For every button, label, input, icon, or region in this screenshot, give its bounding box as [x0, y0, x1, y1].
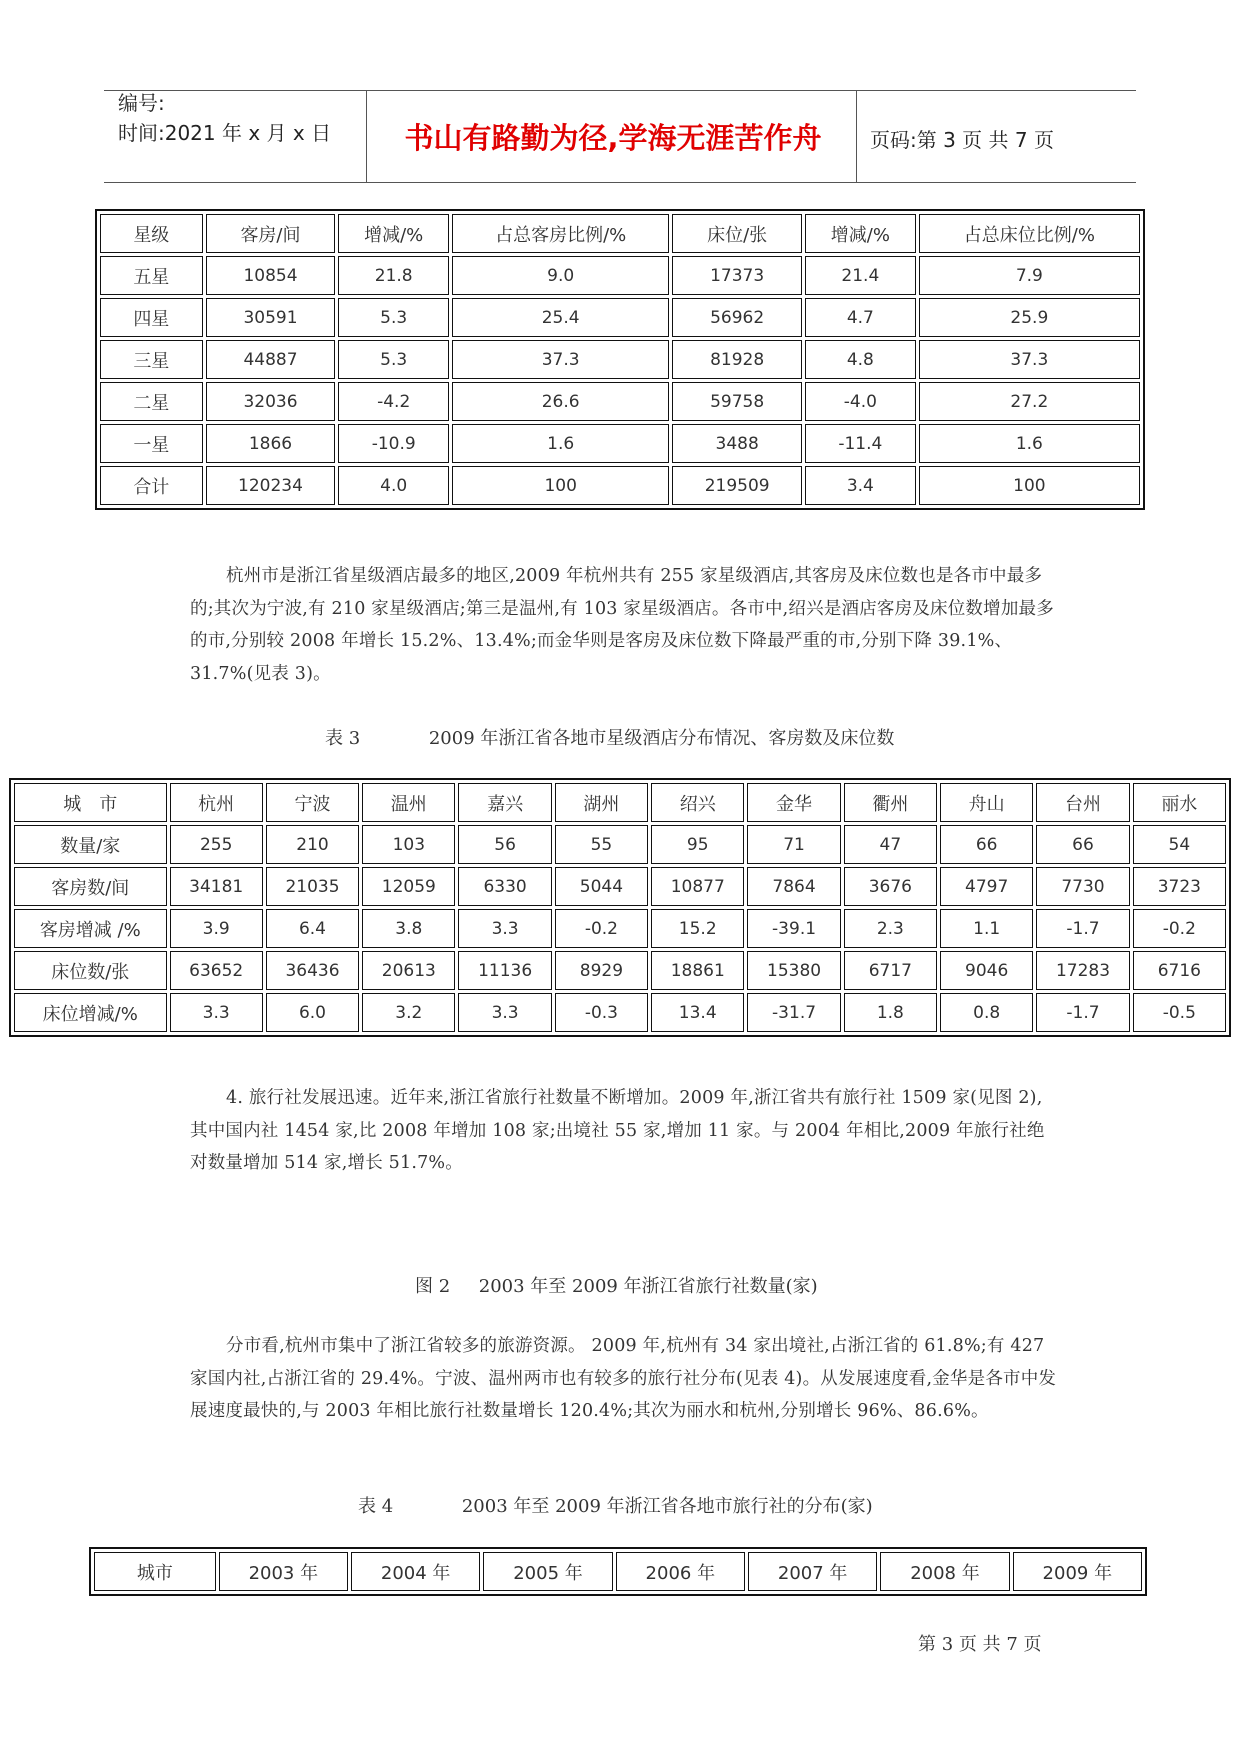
data-cell: 3.3 [458, 909, 551, 948]
header-meta [118, 88, 331, 148]
data-cell: -1.7 [1036, 909, 1129, 948]
data-cell: 66 [940, 825, 1033, 864]
data-cell: 21.4 [805, 256, 916, 295]
row-label-cell: 四星 [100, 298, 203, 337]
data-cell: 17373 [672, 256, 802, 295]
data-cell: 55 [555, 825, 648, 864]
header-number: 编号: [118, 91, 165, 115]
header-cell: 占总床位比例/% [919, 214, 1140, 253]
data-cell: 6330 [458, 867, 551, 906]
data-cell: 210 [266, 825, 359, 864]
data-cell: 95 [651, 825, 744, 864]
data-cell: 1.6 [919, 424, 1140, 463]
data-cell: 30591 [206, 298, 336, 337]
header-cell: 金华 [747, 783, 840, 822]
data-cell: 9046 [940, 951, 1033, 990]
data-cell: 66 [1036, 825, 1129, 864]
data-cell: 3.3 [170, 993, 263, 1032]
header-cell: 2003 年 [219, 1552, 348, 1591]
paragraph-travel-agencies: 4. 旅行社发展迅速。近年来,浙江省旅行社数量不断增加。2009 年,浙江省共有旅行社 1509 家(见图 2),其中国内社 1454 家,比 2008 年增加 108 家;出境社 55 家,增加 11 家。与 2004 年相比,2009 年旅行社绝对数量增加 514 家,增长 51.7%。 [190, 1088, 1045, 1173]
data-cell: 18861 [651, 951, 744, 990]
data-cell: 12059 [362, 867, 455, 906]
data-cell: 54 [1133, 825, 1226, 864]
data-cell: 34181 [170, 867, 263, 906]
table-row [14, 867, 1226, 906]
table-row [100, 256, 1140, 295]
header-cell: 增减/% [805, 214, 916, 253]
data-cell: -11.4 [805, 424, 916, 463]
table-row [100, 298, 1140, 337]
data-cell: 17283 [1036, 951, 1129, 990]
data-cell: 1.6 [452, 424, 669, 463]
header-cell: 丽水 [1133, 783, 1226, 822]
header-page-number: 页码:第 3 页 共 7 页 [870, 128, 1054, 152]
header-cell: 杭州 [170, 783, 263, 822]
header-cell: 2008 年 [880, 1552, 1009, 1591]
paragraph-city-agencies: 分市看,杭州市集中了浙江省较多的旅游资源。 2009 年,杭州有 34 家出境社,占浙江省的 61.8%;有 427 家国内社,占浙江省的 29.4%。宁波、温州两市也有较多的旅行社分布(见表 4)。从发展速度看,金华是各市中发展速度最快的,与 2003 年相比旅行社数量增长 120.4%;其次为丽水和杭州,分别增长 96%、86.6%。 [190, 1336, 1057, 1421]
data-cell: -0.2 [555, 909, 648, 948]
data-cell: -0.5 [1133, 993, 1226, 1032]
row-label-cell: 床位增减/% [14, 993, 167, 1032]
table4-caption: 表 4 2003 年至 2009 年浙江省各地市旅行社的分布(家) [358, 1496, 873, 1517]
table-row [14, 951, 1226, 990]
data-cell: 2.3 [844, 909, 937, 948]
header-cell: 绍兴 [651, 783, 744, 822]
data-cell: 11136 [458, 951, 551, 990]
header-cell: 嘉兴 [458, 783, 551, 822]
data-cell: 63652 [170, 951, 263, 990]
data-cell: 37.3 [452, 340, 669, 379]
data-cell: 3.8 [362, 909, 455, 948]
data-cell: 21035 [266, 867, 359, 906]
row-label-cell: 三星 [100, 340, 203, 379]
data-cell: 9.0 [452, 256, 669, 295]
data-cell: -0.2 [1133, 909, 1226, 948]
data-cell: -10.9 [338, 424, 449, 463]
data-cell: 7.9 [919, 256, 1140, 295]
data-cell: 0.8 [940, 993, 1033, 1032]
header-cell: 湖州 [555, 783, 648, 822]
data-cell: 5.3 [338, 340, 449, 379]
data-cell: 13.4 [651, 993, 744, 1032]
data-cell: -31.7 [747, 993, 840, 1032]
row-label-cell: 客房增减 /% [14, 909, 167, 948]
table-row [100, 340, 1140, 379]
data-cell: 3676 [844, 867, 937, 906]
data-cell: 6717 [844, 951, 937, 990]
data-cell: 219509 [672, 466, 802, 505]
table-row [14, 993, 1226, 1032]
data-cell: 56962 [672, 298, 802, 337]
header-cell: 2005 年 [483, 1552, 612, 1591]
data-cell: 4.0 [338, 466, 449, 505]
data-cell: 81928 [672, 340, 802, 379]
data-cell: 103 [362, 825, 455, 864]
header-cell: 城 市 [14, 783, 167, 822]
data-cell: 100 [452, 466, 669, 505]
header-cell: 衢州 [844, 783, 937, 822]
data-cell: 71 [747, 825, 840, 864]
data-cell: 3.2 [362, 993, 455, 1032]
table-header-row [100, 214, 1140, 253]
header-cell: 2006 年 [616, 1552, 745, 1591]
header-cell: 2009 年 [1013, 1552, 1142, 1591]
table-row [100, 424, 1140, 463]
header-cell: 占总客房比例/% [452, 214, 669, 253]
data-cell: 120234 [206, 466, 336, 505]
paragraph-hangzhou-hotels: 杭州市是浙江省星级酒店最多的地区,2009 年杭州共有 255 家星级酒店,其客房及床位数也是各市中最多的;其次为宁波,有 210 家星级酒店;第三是温州,有 103 家星级酒店。各市中,绍兴是酒店客房及床位数增加最多的市,分别较 2008 年增长 15.2%、13.4%;而金华则是客房及床位数下降最严重的市,分别下降 39.1%、31.7%(见表 3)。 [190, 566, 1054, 684]
agency-distribution-table [89, 1547, 1147, 1596]
header-cell: 增减/% [338, 214, 449, 253]
data-cell: -4.0 [805, 382, 916, 421]
table-header-row [94, 1552, 1142, 1591]
data-cell: 27.2 [919, 382, 1140, 421]
data-cell: 20613 [362, 951, 455, 990]
data-cell: 3.4 [805, 466, 916, 505]
data-cell: 7864 [747, 867, 840, 906]
data-cell: 7730 [1036, 867, 1129, 906]
data-cell: 25.4 [452, 298, 669, 337]
data-cell: -4.2 [338, 382, 449, 421]
figure2-caption: 图 2 2003 年至 2009 年浙江省旅行社数量(家) [415, 1276, 818, 1297]
page-footer: 第 3 页 共 7 页 [918, 1634, 1042, 1655]
data-cell: 1.1 [940, 909, 1033, 948]
table3-caption: 表 3 2009 年浙江省各地市星级酒店分布情况、客房数及床位数 [325, 728, 895, 749]
data-cell: 10854 [206, 256, 336, 295]
data-cell: 3.3 [458, 993, 551, 1032]
header-divider-left [366, 90, 367, 182]
header-cell: 2004 年 [351, 1552, 480, 1591]
data-cell: 56 [458, 825, 551, 864]
data-cell: 36436 [266, 951, 359, 990]
data-cell: 3.9 [170, 909, 263, 948]
data-cell: 6716 [1133, 951, 1226, 990]
data-cell: 21.8 [338, 256, 449, 295]
row-label-cell: 客房数/间 [14, 867, 167, 906]
header-cell: 星级 [100, 214, 203, 253]
data-cell: 100 [919, 466, 1140, 505]
star-hotel-table [95, 209, 1145, 510]
data-cell: 15.2 [651, 909, 744, 948]
data-cell: 25.9 [919, 298, 1140, 337]
header-cell: 台州 [1036, 783, 1129, 822]
header-cell: 客房/间 [206, 214, 336, 253]
data-cell: 44887 [206, 340, 336, 379]
row-label-cell: 一星 [100, 424, 203, 463]
row-label-cell: 二星 [100, 382, 203, 421]
city-hotel-table [9, 778, 1231, 1037]
row-label-cell: 五星 [100, 256, 203, 295]
data-cell: 37.3 [919, 340, 1140, 379]
data-cell: 6.4 [266, 909, 359, 948]
table-row [14, 825, 1226, 864]
data-cell: 32036 [206, 382, 336, 421]
row-label-cell: 数量/家 [14, 825, 167, 864]
table-row [100, 466, 1140, 505]
header-cell: 床位/张 [672, 214, 802, 253]
header-cell: 舟山 [940, 783, 1033, 822]
data-cell: 10877 [651, 867, 744, 906]
data-cell: 4.7 [805, 298, 916, 337]
data-cell: 4797 [940, 867, 1033, 906]
data-cell: 47 [844, 825, 937, 864]
header-time: 时间:2021 年 x 月 x 日 [118, 121, 332, 145]
data-cell: 3723 [1133, 867, 1226, 906]
data-cell: 4.8 [805, 340, 916, 379]
data-cell: 6.0 [266, 993, 359, 1032]
header-cell: 城市 [94, 1552, 216, 1591]
table-row [100, 382, 1140, 421]
data-cell: 5044 [555, 867, 648, 906]
data-cell: -0.3 [555, 993, 648, 1032]
table-row [14, 909, 1226, 948]
data-cell: 26.6 [452, 382, 669, 421]
data-cell: 3488 [672, 424, 802, 463]
header-cell: 宁波 [266, 783, 359, 822]
data-cell: 59758 [672, 382, 802, 421]
header-cell: 2007 年 [748, 1552, 877, 1591]
data-cell: 8929 [555, 951, 648, 990]
data-cell: 1.8 [844, 993, 937, 1032]
data-cell: -1.7 [1036, 993, 1129, 1032]
header-motto: 书山有路勤为径,学海无涯苦作舟 [404, 121, 822, 155]
data-cell: 255 [170, 825, 263, 864]
header-cell: 温州 [362, 783, 455, 822]
row-label-cell: 合计 [100, 466, 203, 505]
data-cell: -39.1 [747, 909, 840, 948]
data-cell: 15380 [747, 951, 840, 990]
data-cell: 1866 [206, 424, 336, 463]
header-bottom-rule [104, 182, 1136, 183]
data-cell: 5.3 [338, 298, 449, 337]
row-label-cell: 床位数/张 [14, 951, 167, 990]
table-header-row [14, 783, 1226, 822]
